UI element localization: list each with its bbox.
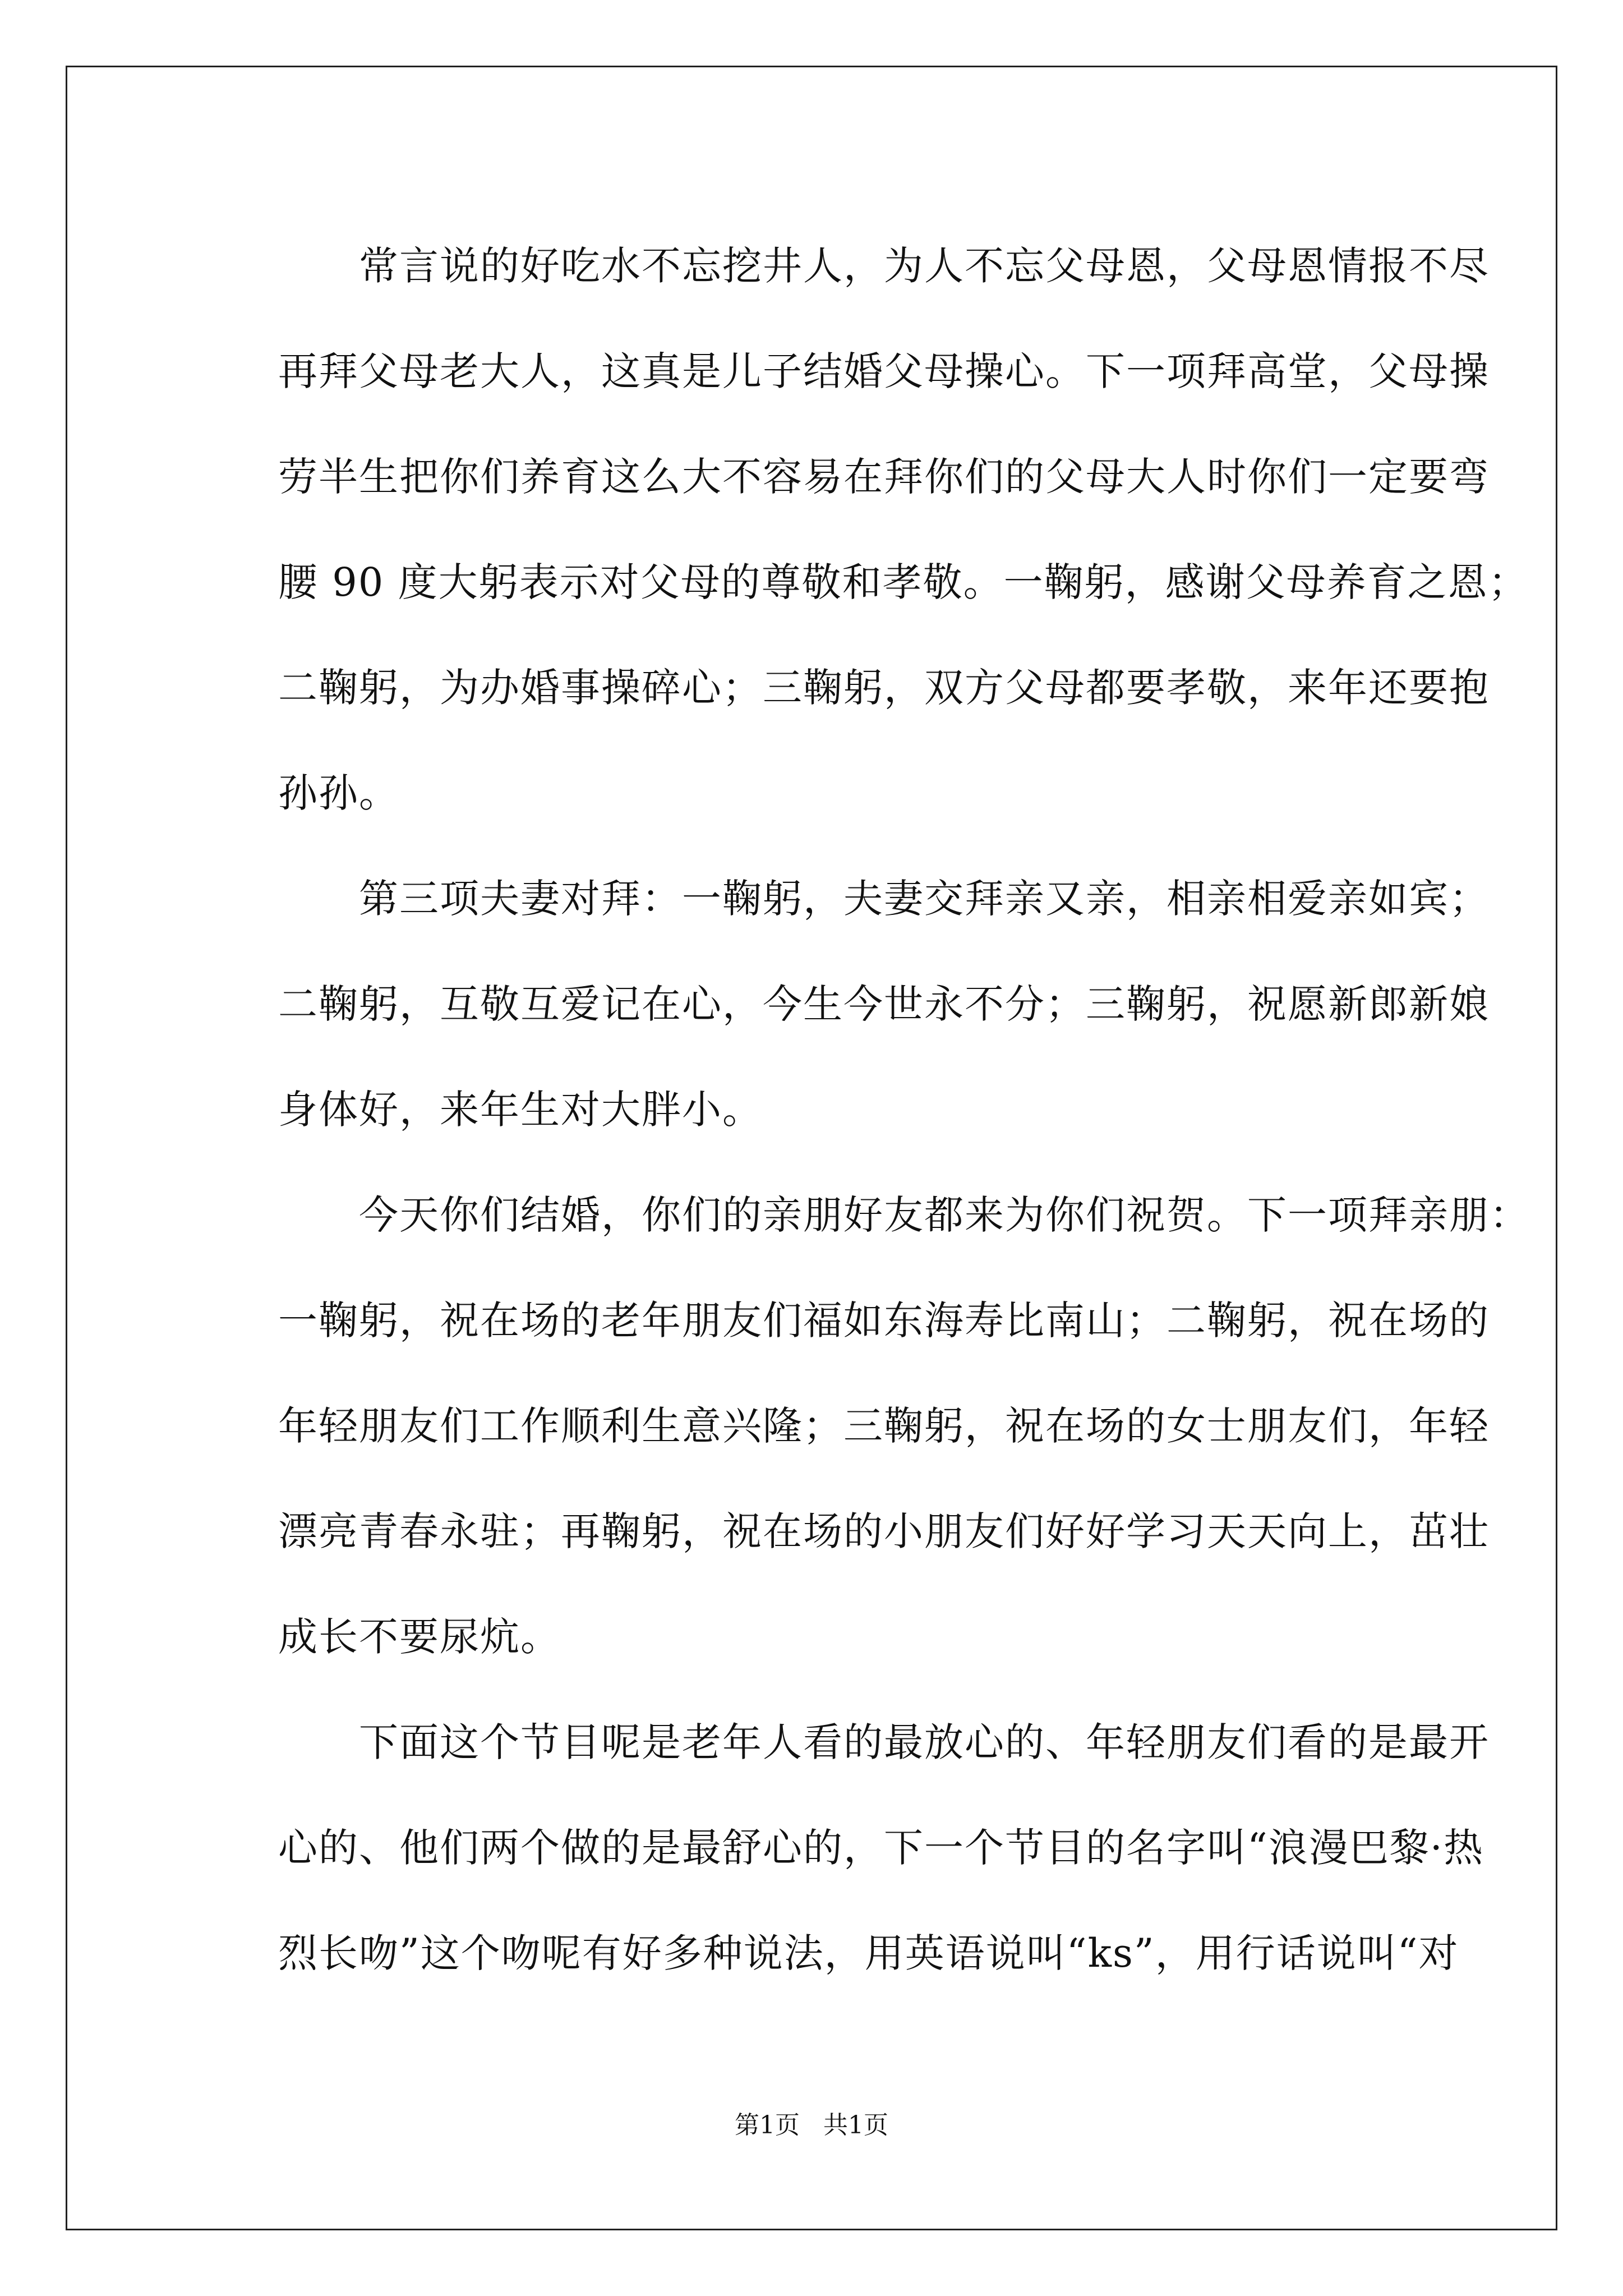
document-body [200, 213, 1530, 2006]
text-line: 二鞠躬，互敬互爱记在心，今生今世永不分；三鞠躬，祝愿新郎新娘 [278, 981, 1490, 1027]
text-line: 下面这个节目呢是老年人看的最放心的、年轻朋友们看的是最开 [278, 1719, 1490, 1765]
paragraph-4 [200, 1690, 1490, 2006]
paragraph-2 [200, 846, 1490, 1162]
paragraph-3 [200, 1162, 1530, 1690]
text-line: 孙孙。 [278, 770, 399, 816]
page-number: 第1页 [735, 2111, 800, 2139]
text-line: 今天你们结婚，你们的亲朋好友都来为你们祝贺。下一项拜亲朋： [278, 1192, 1530, 1238]
text-line: 心的、他们两个做的是最舒心的，下一个节目的名字叫“浪漫巴黎·热 [278, 1825, 1484, 1871]
text-line: 漂亮青春永驻；再鞠躬，祝在场的小朋友们好好学习天天向上，茁壮 [278, 1508, 1490, 1554]
text-line: 二鞠躬，为办婚事操碎心；三鞠躬，双方父母都要孝敬，来年还要抱 [278, 665, 1490, 711]
text-line: 身体好，来年生对大胖小。 [278, 1087, 763, 1133]
text-line: 年轻朋友们工作顺利生意兴隆；三鞠躬，祝在场的女士朋友们，年轻 [278, 1403, 1490, 1449]
text-line: 第三项夫妻对拜：一鞠躬，夫妻交拜亲又亲，相亲相爱亲如宾； [278, 876, 1490, 922]
text-line: 一鞠躬，祝在场的老年朋友们福如东海寿比南山；二鞠躬，祝在场的 [278, 1297, 1490, 1343]
text-line: 腰 90 度大躬表示对父母的尊敬和孝敬。一鞠躬，感谢父母养育之恩； [278, 559, 1529, 605]
paragraph-1 [200, 213, 1529, 846]
text-line: 常言说的好吃水不忘挖井人，为人不忘父母恩，父母恩情报不尽 [278, 243, 1490, 289]
text-line: 再拜父母老大人，这真是儿子结婚父母操心。下一项拜高堂，父母操 [278, 348, 1490, 394]
text-line: 成长不要尿炕。 [278, 1614, 561, 1660]
text-line: 劳半生把你们养育这么大不容易在拜你们的父母大人时你们一定要弯 [278, 454, 1490, 500]
page-total: 共1页 [823, 2111, 888, 2139]
text-line: 烈长吻”这个吻呢有好多种说法，用英语说叫“ks”，用行话说叫“对 [278, 1930, 1459, 1976]
page-footer [0, 2105, 1623, 2141]
